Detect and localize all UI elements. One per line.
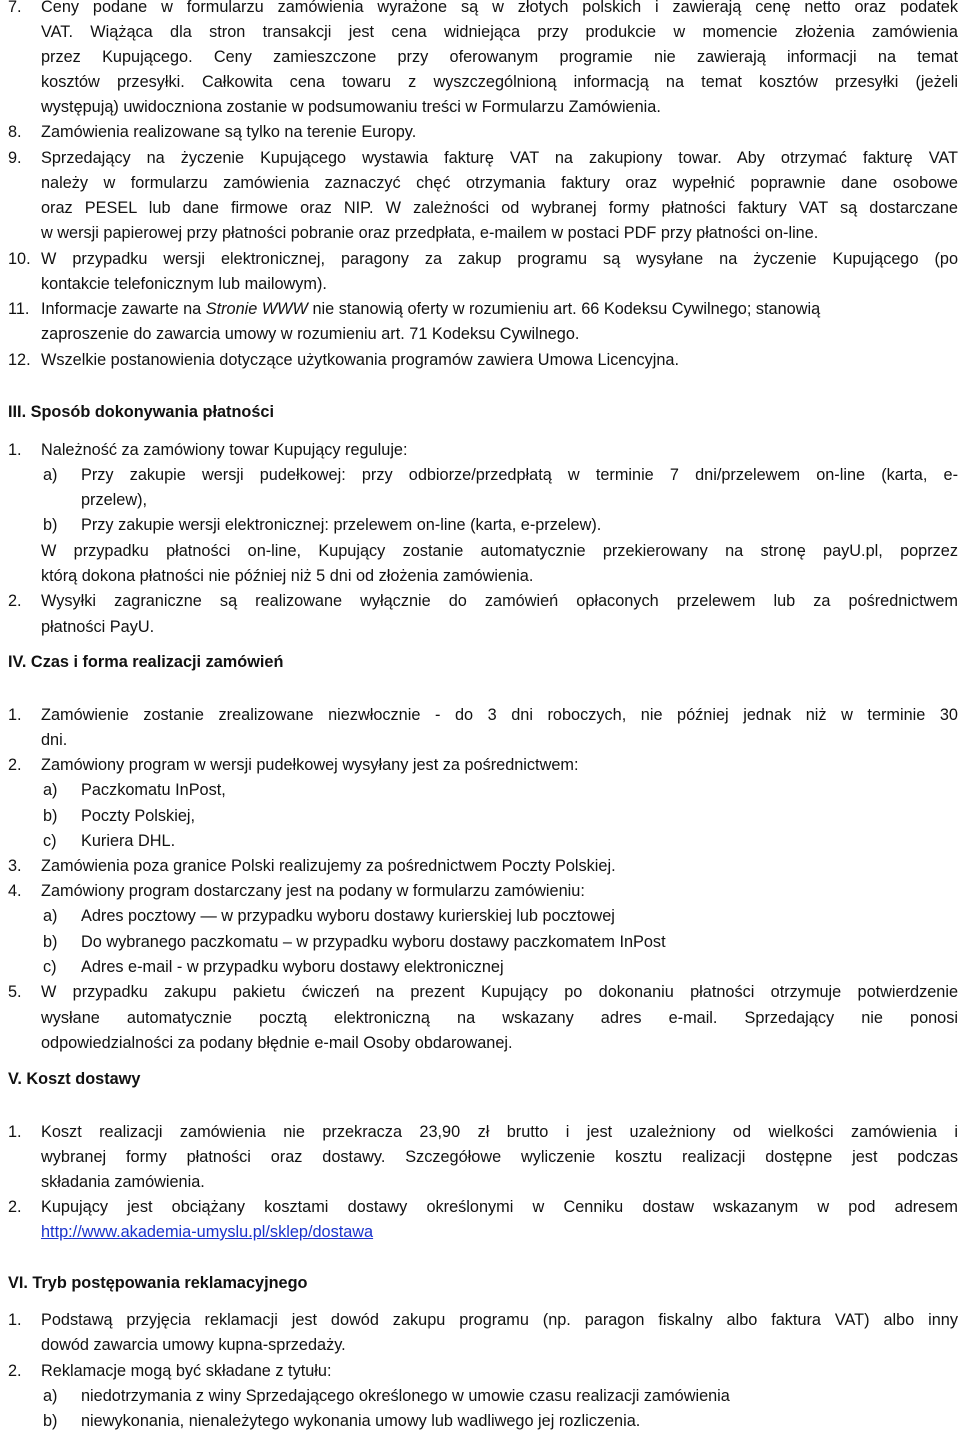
item-number: 1. [8,441,22,459]
item-number: 11. [8,300,30,318]
item-number: 9. [8,149,22,167]
item-number: 2. [8,1198,22,1216]
paragraph-line: Zamówienia poza granice Polski realizujemy za pośrednictwem Poczty Polskiej. [41,857,616,875]
sub-item-label: b) [43,807,58,825]
sub-item-label: a) [43,781,58,799]
paragraph-line: VAT. Wiążąca dla stron transakcji jest cena widniejąca przy produkcie w momencie złożenia zamówienia [41,23,958,41]
paragraph-line: Adres pocztowy — w przypadku wyboru dostawy kurierskiej lub pocztowej [81,907,615,925]
item-number: 1. [8,1123,22,1141]
paragraph-line: Adres e-mail - w przypadku wyboru dostawy elektronicznej [81,958,504,976]
sub-item-label: b) [43,933,58,951]
item-number: 2. [8,592,22,610]
paragraph-line: Kupujący jest obciążany kosztami dostawy określonymi w Cenniku dostaw wskazanym w pod adresem [41,1198,958,1216]
paragraph-line: składania zamówienia. [41,1173,205,1191]
paragraph-line: W przypadku wersji elektronicznej, paragony za zakup programu są wysyłane na życzenie Kupującego (po [41,250,958,268]
item-number: 4. [8,882,22,900]
sub-item-label: b) [43,1412,58,1430]
section-heading: III. Sposób dokonywania płatności [8,403,274,421]
paragraph-line: Koszt realizacji zamówienia nie przekracza 23,90 zł brutto i jest uzależniony od wielkości zamówienia i [41,1123,958,1141]
paragraph-line [41,299,958,319]
paragraph-line: występują) uwidoczniona zostanie w podsumowaniu treści w Formularzu Zamówienia. [41,98,661,116]
paragraph-line: niewykonania, nienależytego wykonania umowy lub wadliwego jej rozliczenia. [81,1412,641,1430]
sub-item-label: a) [43,1387,58,1405]
section-heading: IV. Czas i forma realizacji zamówień [8,653,284,671]
text-run: Informacje zawarte na [41,300,206,318]
paragraph-line: niedotrzymania z winy Sprzedającego określonego w umowie czasu realizacji zamówienia [81,1387,730,1405]
paragraph-line: dowód zawarcia umowy kupna-sprzedaży. [41,1336,346,1354]
delivery-prices-link[interactable]: http://www.akademia-umyslu.pl/sklep/dostawa [41,1223,374,1241]
paragraph-line: dni. [41,731,68,749]
paragraph-line: przez Kupującego. Ceny zamieszczone przy oferowanym programie nie zawierają informacji na temat [41,48,958,66]
item-number: 8. [8,123,22,141]
text-run: nie stanowią oferty w rozumieniu art. 66 Kodeksu Cywilnego; stanowią [307,300,821,318]
italic-text: Stronie WWW [205,300,308,318]
item-number: 2. [8,1362,22,1380]
sub-item-label: a) [43,466,58,484]
sub-item-label: c) [43,958,57,976]
paragraph-line: przelew), [81,491,148,509]
paragraph-line: Przy zakupie wersji elektronicznej: przelewem on-line (karta, e-przelew). [81,516,602,534]
section-heading: VI. Tryb postępowania reklamacyjnego [8,1274,308,1292]
item-number: 2. [8,756,22,774]
paragraph-line: Wysyłki zagraniczne są realizowane wyłącznie do zamówień opłaconych przelewem lub za pośrednictwem [41,592,958,610]
paragraph-line: kosztów przesyłki. Całkowita cena towaru z wyszczególnioną informacją na temat kosztów przesyłki (jeżeli [41,73,958,91]
paragraph-line: płatności PayU. [41,618,155,636]
section-heading: V. Koszt dostawy [8,1070,141,1088]
paragraph-line: Paczkomatu InPost, [81,781,226,799]
item-number: 1. [8,706,22,724]
paragraph-line: zaproszenie do zawarcia umowy w rozumieniu art. 71 Kodeksu Cywilnego. [41,325,580,343]
paragraph-line: wysłane automatycznie pocztą elektroniczną na wskazany adres e-mail. Sprzedający nie ponosi [41,1009,958,1027]
paragraph-line: Do wybranego paczkomatu – w przypadku wyboru dostawy paczkomatem InPost [81,933,666,951]
sub-item-label: a) [43,907,58,925]
paragraph-line: Zamówiony program dostarczany jest na podany w formularzu zamówieniu: [41,882,585,900]
sub-item-label: c) [43,832,57,850]
paragraph-line: w wersji papierowej przy płatności pobranie oraz przedpłata, e-mailem w postaci PDF przy płatności on-line. [41,224,819,242]
sub-item-label: b) [43,516,58,534]
paragraph-line: Należność za zamówiony towar Kupujący reguluje: [41,441,408,459]
paragraph-line: Ceny podane w formularzu zamówienia wyrażone są w złotych polskich i zawierają cenę netto oraz podatek [41,0,958,16]
item-number: 7. [8,0,22,16]
paragraph-line: którą dokona płatności nie później niż 5 dni od złożenia zamówienia. [41,567,534,585]
paragraph-line: Zamówienia realizowane są tylko na terenie Europy. [41,123,417,141]
paragraph-line: W przypadku zakupu pakietu ćwiczeń na prezent Kupujący po dokonaniu płatności otrzymuje potwierdzenie [41,983,958,1001]
paragraph-line: Sprzedający na życzenie Kupującego wystawia fakturę VAT na zakupiony towar. Aby otrzymać fakturę VAT [41,149,958,167]
item-number: 12. [8,351,31,369]
paragraph-line: Podstawą przyjęcia reklamacji jest dowód zakupu programu (np. paragon fiskalny albo faktura VAT) albo inny [41,1311,958,1329]
paragraph-line: Wszelkie postanowienia dotyczące użytkowania programów zawiera Umowa Licencyjna. [41,351,679,369]
paragraph-line: wybranej formy płatności oraz dostawy. Szczegółowe wyliczenie kosztu realizacji dostępne jest podczas [41,1148,958,1166]
paragraph-line: W przypadku płatności on-line, Kupujący zostanie automatycznie przekierowany na stronę payU.pl, poprzez [41,542,958,560]
paragraph-line: odpowiedzialności za podany błędnie e-mail Osoby obdarowanej. [41,1034,513,1052]
item-number: 10. [8,250,31,268]
paragraph-line: Zamówiony program w wersji pudełkowej wysyłany jest za pośrednictwem: [41,756,579,774]
paragraph-line: Kuriera DHL. [81,832,176,850]
paragraph-line: oraz PESEL lub dane firmowe oraz NIP. W zależności od wybranej formy płatności faktury VAT są dostarczane [41,199,958,217]
paragraph-line: należy w formularzu zamówienia zaznaczyć chęć otrzymania faktury oraz wypełnić poprawnie dane osobowe [41,174,958,192]
item-number: 5. [8,983,22,1001]
item-number: 1. [8,1311,22,1329]
paragraph-line: Poczty Polskiej, [81,807,196,825]
paragraph-line: Przy zakupie wersji pudełkowej: przy odbiorze/przedpłatą w terminie 7 dni/przelewem on-line (karta, e- [81,466,958,484]
paragraph-line: kontakcie telefonicznym lub mailowym). [41,275,327,293]
item-number: 3. [8,857,22,875]
paragraph-line: Reklamacje mogą być składane z tytułu: [41,1362,332,1380]
paragraph-line: Zamówienie zostanie zrealizowane niezwłocznie - do 3 dni roboczych, nie później jednak niż w terminie 30 [41,706,958,724]
